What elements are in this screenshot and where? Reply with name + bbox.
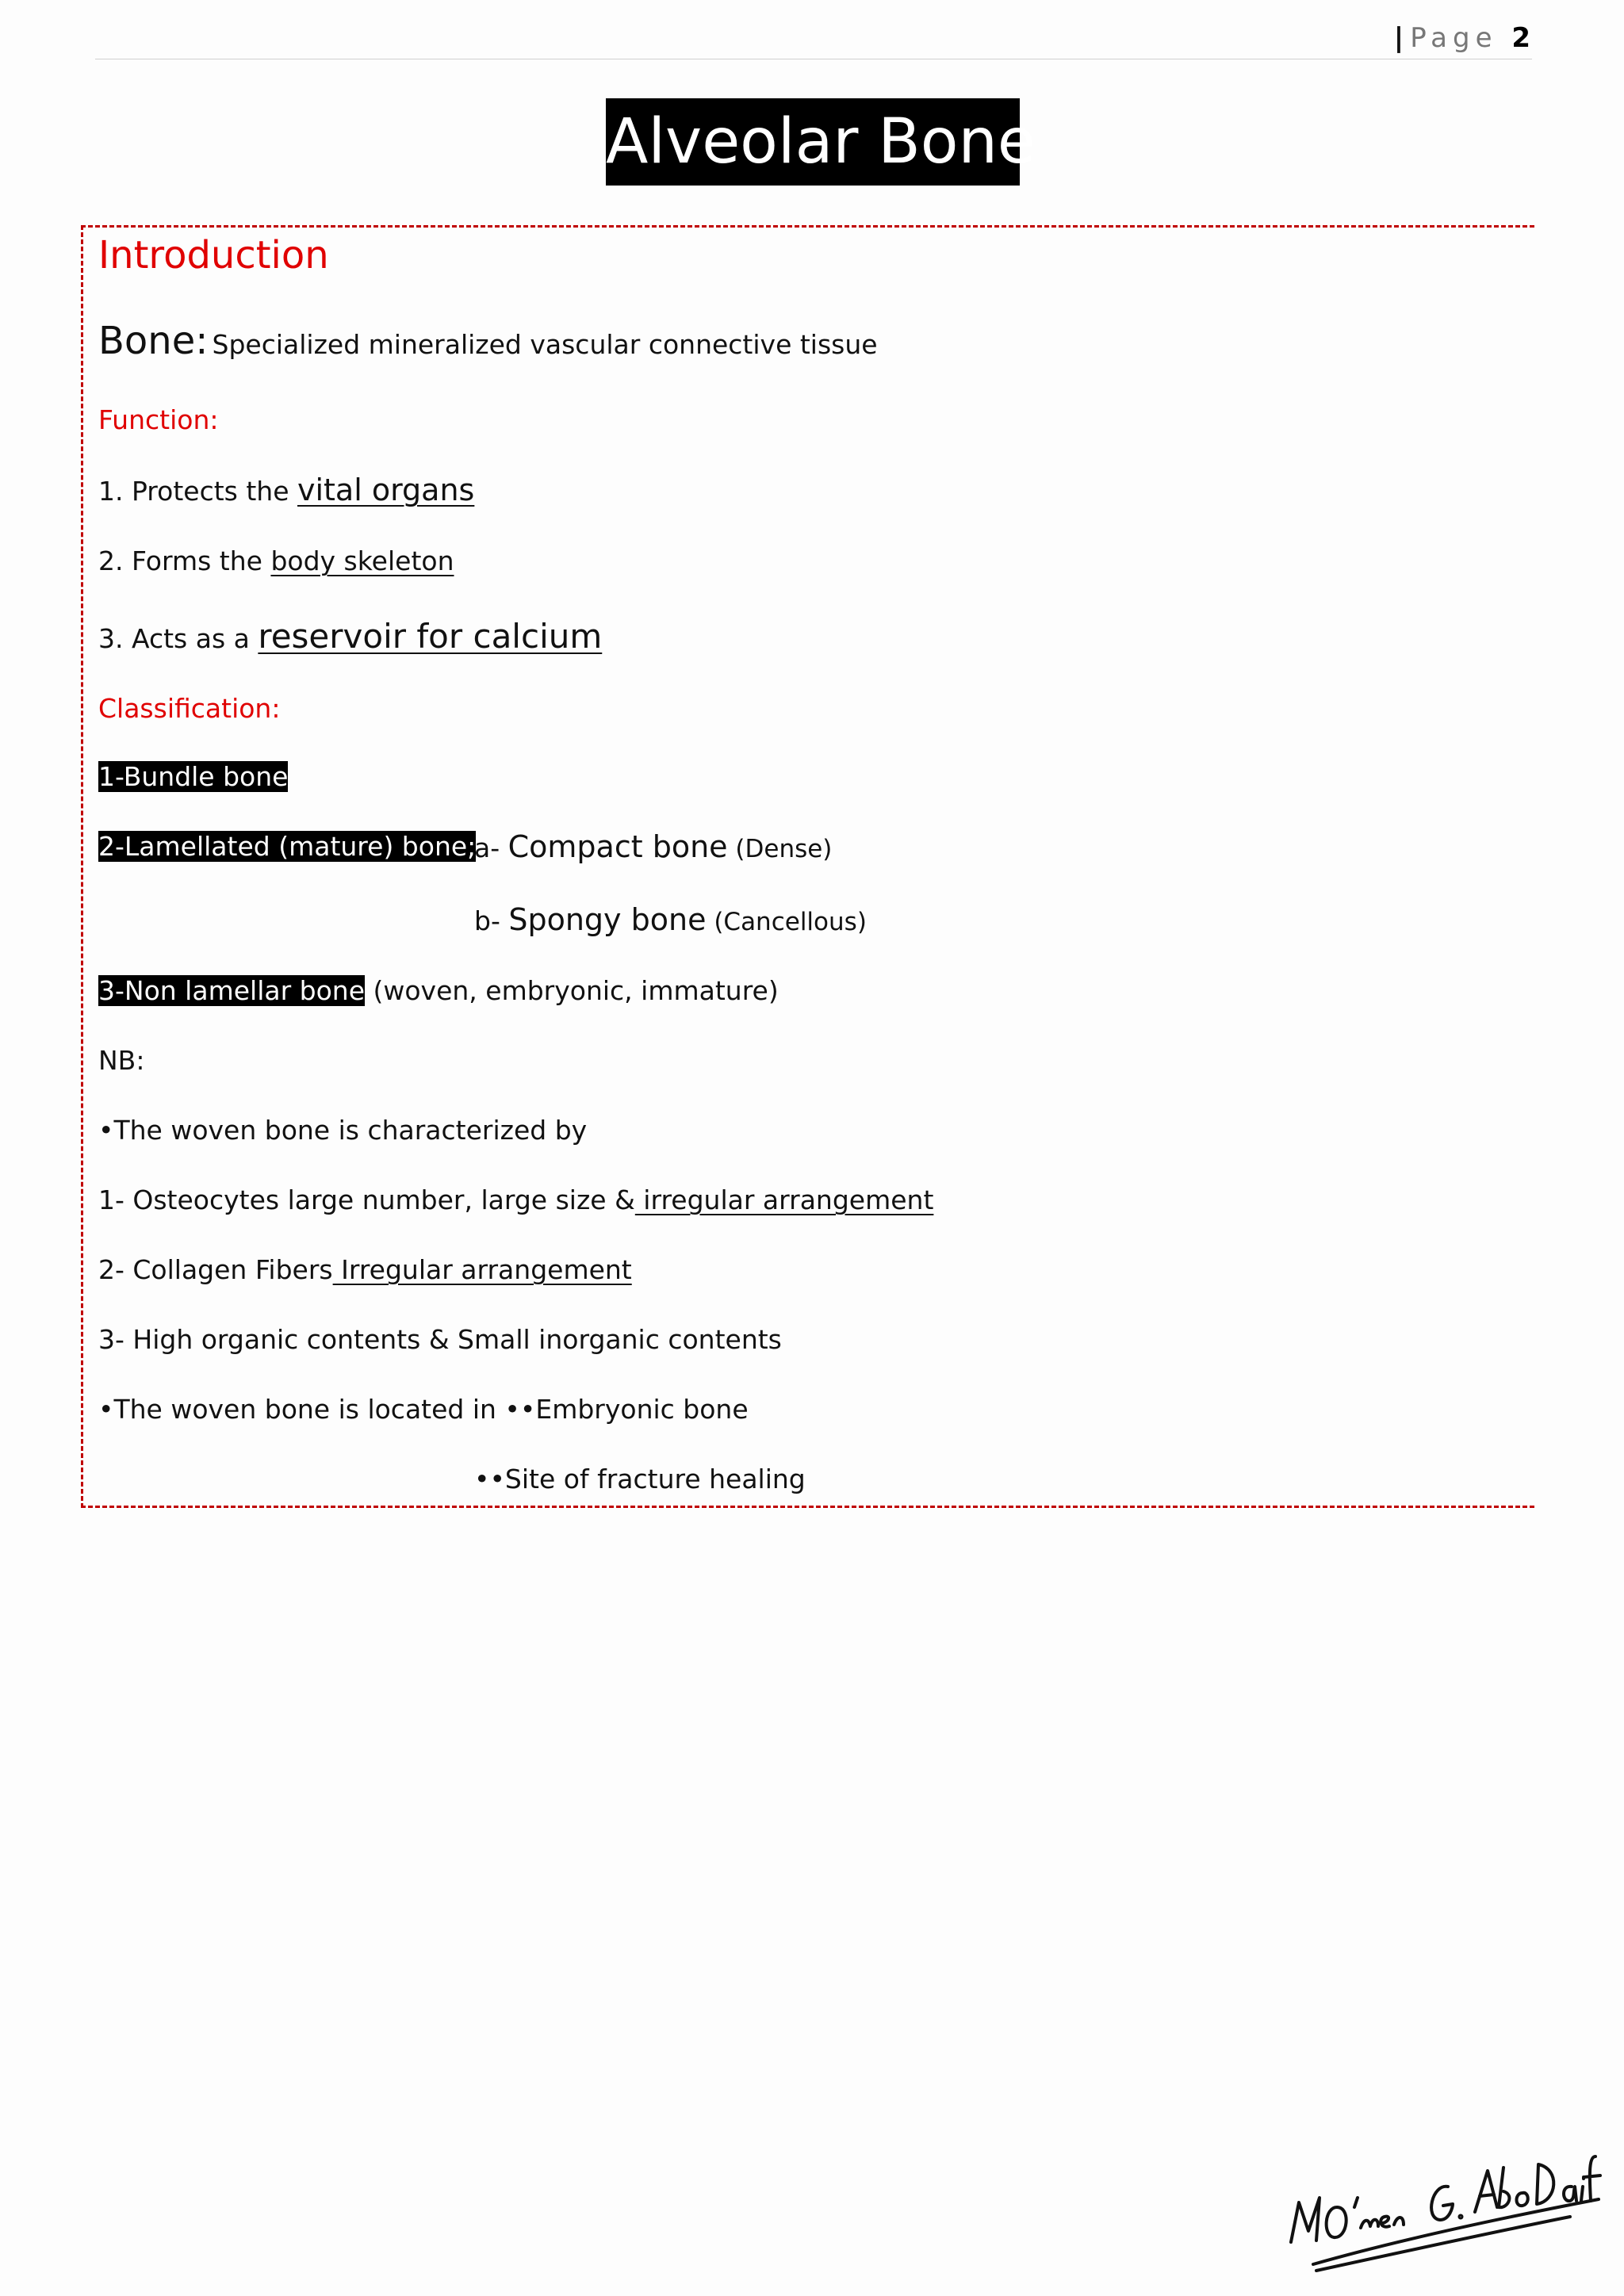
function-item	[98, 545, 454, 576]
function-item-emphasis: vital organs	[297, 473, 475, 507]
woven-location: ••Embryonic bone	[504, 1394, 749, 1425]
spongy-name: Spongy bone	[508, 902, 707, 937]
function-item	[98, 617, 602, 656]
page-number: 2	[1511, 22, 1530, 54]
compact-bone-line	[474, 829, 832, 864]
bone-definition	[98, 319, 878, 363]
bundle-bone-label: 1-Bundle bone	[98, 761, 289, 792]
lamellated-bone-label: 2-Lamellated (mature) bone;	[98, 831, 477, 862]
function-item-prefix: 2. Forms the	[98, 545, 271, 576]
woven-point-text: 1- Osteocytes large number, large size &	[98, 1184, 635, 1215]
woven-located-line	[98, 1394, 749, 1425]
compact-prefix: a-	[474, 832, 508, 863]
compact-name: Compact bone	[508, 829, 728, 864]
woven-point	[98, 1184, 933, 1215]
non-lamellar-note: (woven, embryonic, immature)	[365, 975, 779, 1006]
page-label: Page	[1410, 22, 1498, 54]
page-number-header	[1394, 22, 1530, 54]
function-heading: Function:	[98, 404, 219, 435]
function-item-prefix: 1. Protects the	[98, 476, 297, 507]
page-title: Alveolar Bone	[606, 98, 1020, 186]
woven-point	[98, 1254, 632, 1285]
compact-note: (Dense)	[727, 835, 833, 863]
woven-point-text: 3- High organic contents & Small inorganic contents	[98, 1324, 782, 1355]
classification-heading: Classification:	[98, 693, 281, 724]
function-item-emphasis: reservoir for calcium	[258, 617, 603, 656]
function-item	[98, 473, 474, 507]
signature-image	[1285, 2125, 1602, 2275]
function-item-prefix: 3. Acts as a	[98, 623, 259, 654]
woven-point-text: 2- Collagen Fibers	[98, 1254, 333, 1285]
bone-term: Bone:	[98, 319, 209, 363]
function-item-emphasis: body skeleton	[270, 545, 454, 576]
spongy-bone-line	[474, 902, 867, 937]
woven-point-underlined: Irregular arrangement	[332, 1254, 632, 1285]
woven-location: ••Site of fracture healing	[474, 1464, 806, 1494]
introduction-box	[81, 225, 1534, 1508]
woven-located-intro: •The woven bone is located in	[98, 1394, 505, 1425]
classification-non-lamellar	[98, 975, 779, 1006]
classification-bundle	[98, 761, 288, 792]
spongy-note: (Cancellous)	[706, 908, 867, 936]
bone-definition-text: Specialized mineralized vascular connective tissue	[212, 329, 878, 360]
woven-point-underlined: irregular arrangement	[634, 1184, 934, 1215]
nb-label: NB:	[98, 1045, 145, 1076]
non-lamellar-label: 3-Non lamellar bone	[98, 975, 365, 1006]
spongy-prefix: b-	[474, 905, 509, 936]
section-heading: Introduction	[98, 233, 329, 277]
woven-point	[98, 1324, 782, 1355]
classification-lamellated	[98, 831, 476, 862]
woven-characterized-intro: •The woven bone is characterized by	[98, 1115, 588, 1146]
header-bar: |	[1393, 22, 1404, 54]
